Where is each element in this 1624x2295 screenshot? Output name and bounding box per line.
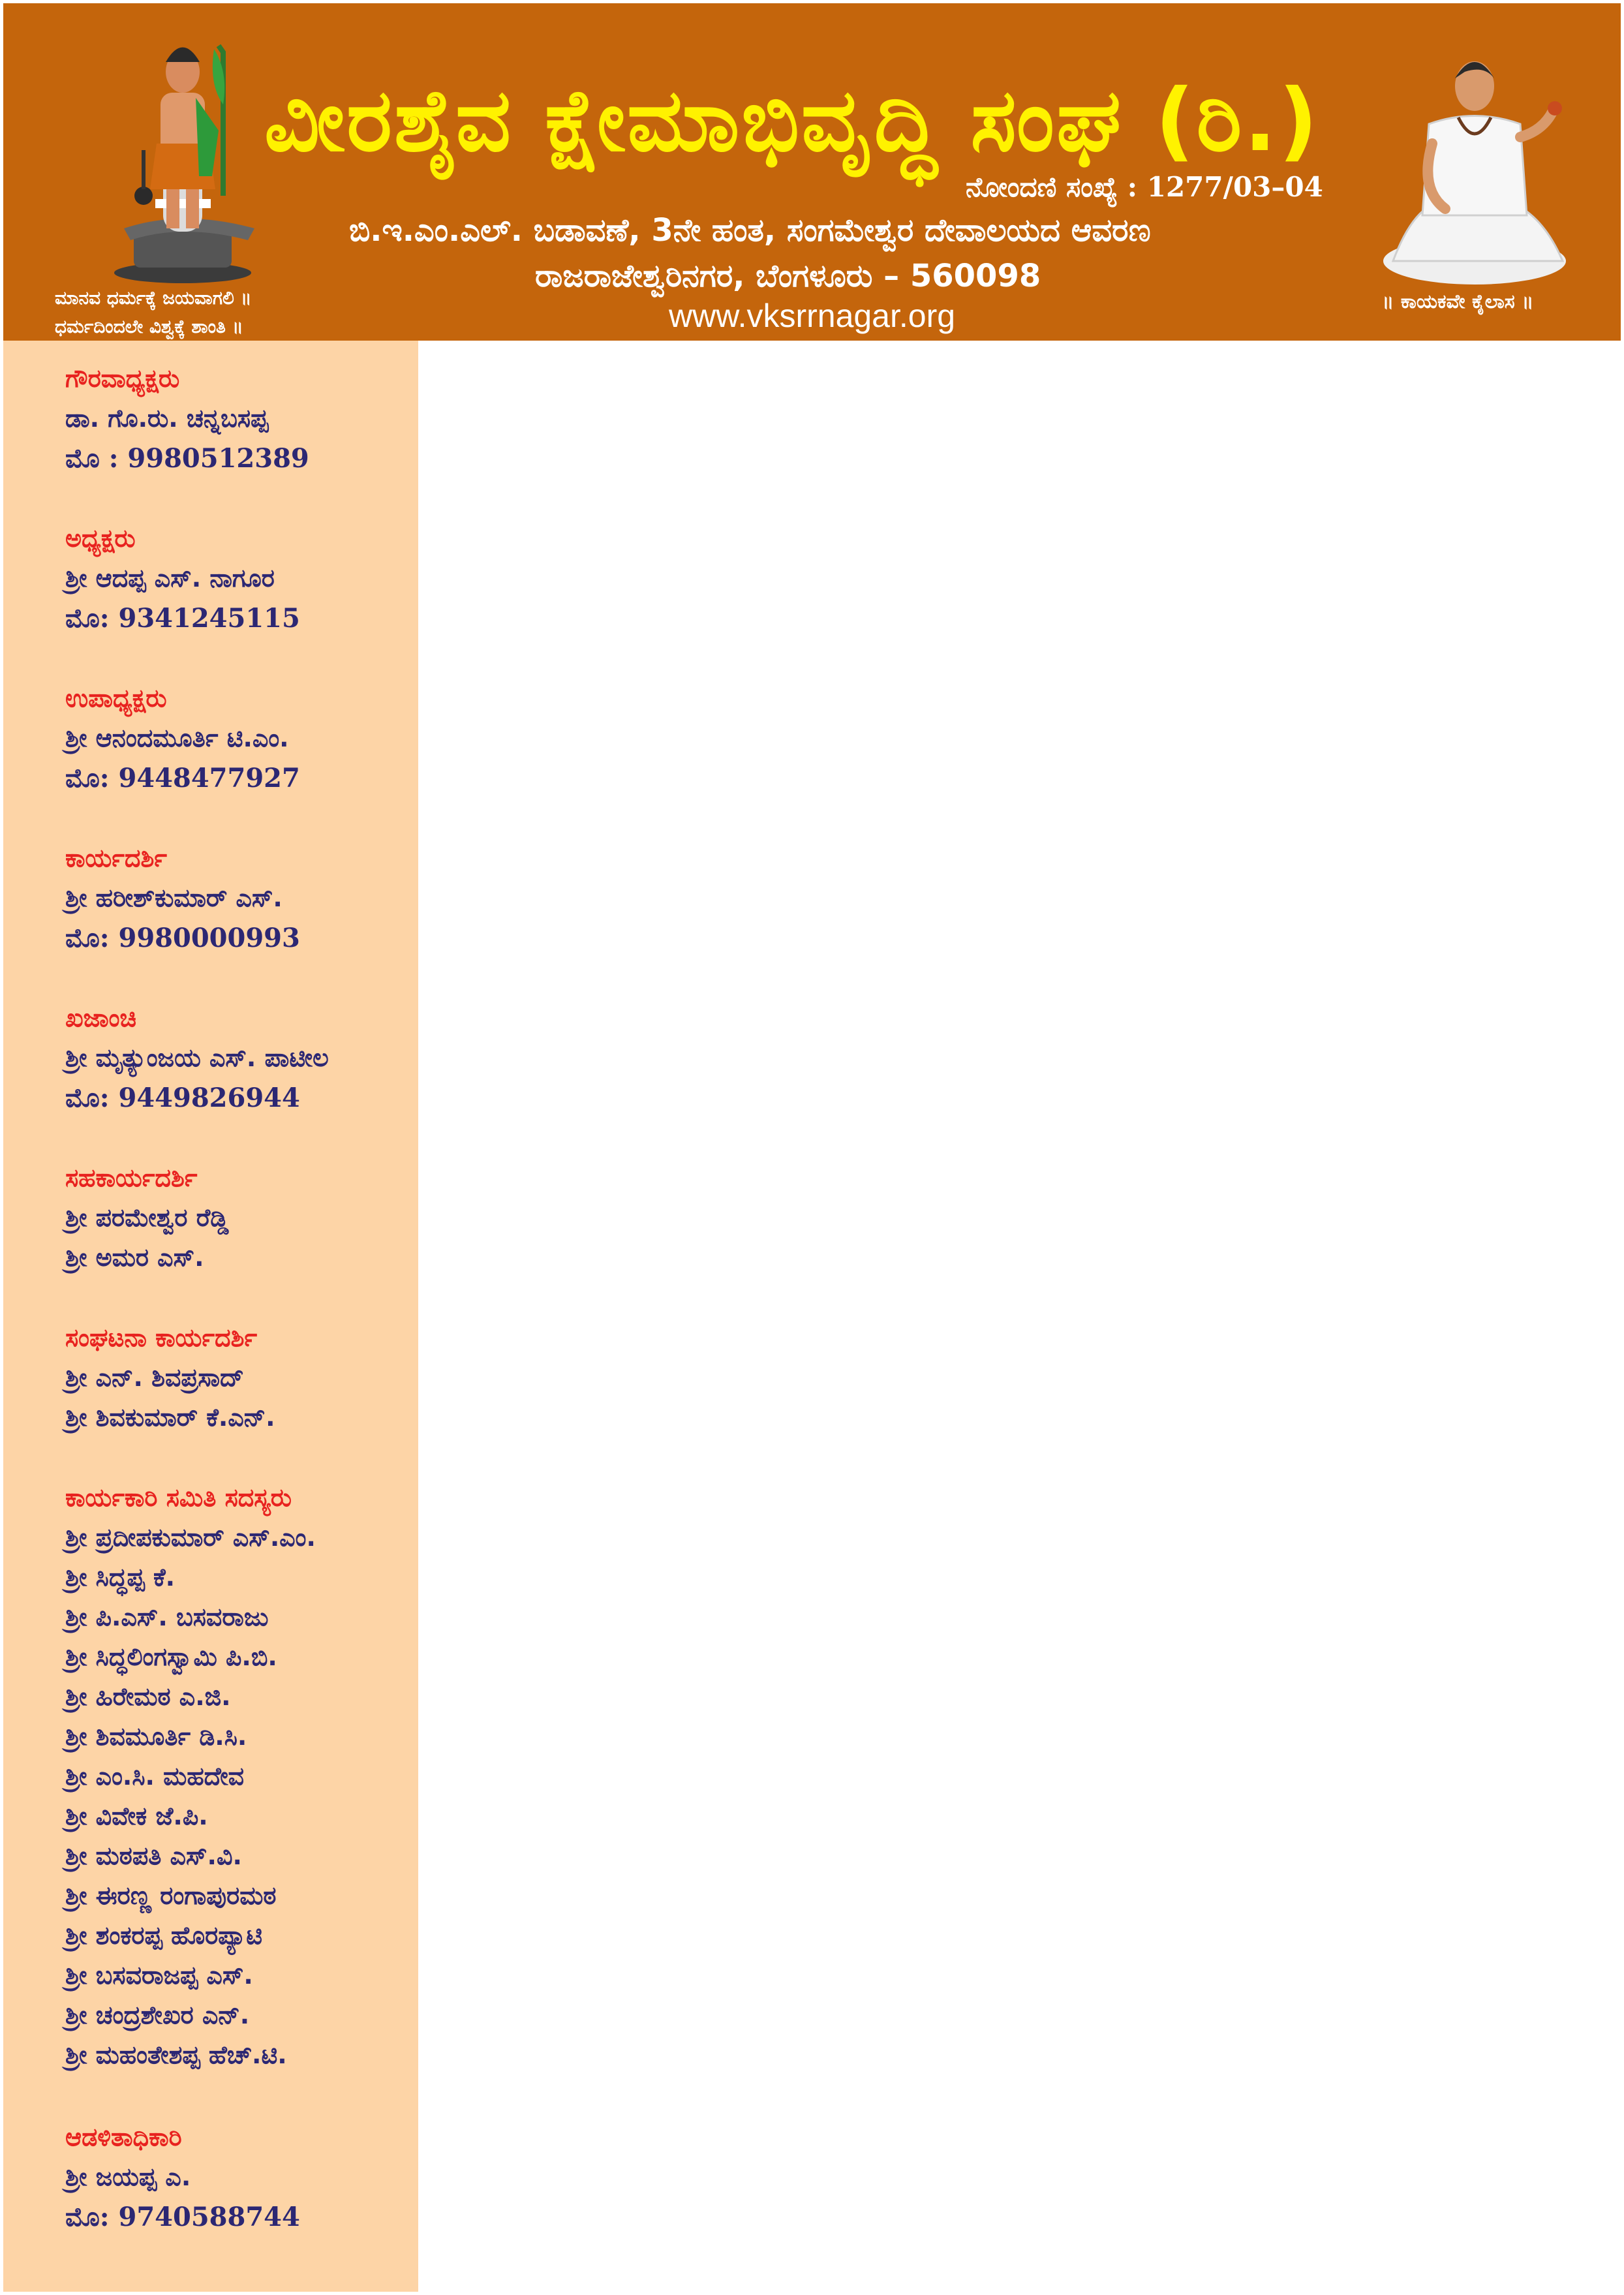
section-title: ಖಜಾಂಚಿ: [65, 1004, 136, 1032]
section-title: ಸಂಘಟನಾ ಕಾರ್ಯದರ್ಶಿ: [65, 1323, 258, 1352]
motto-right: ॥ ಕಾಯಕವೇ ಕೈಲಾಸ ॥: [1382, 290, 1534, 313]
organization-title: ವೀರಶೈವ ಕ್ಷೇಮಾಭಿವೃದ್ಧಿ ಸಂಘ (ರಿ.): [264, 70, 1320, 171]
member-name: ಶ್ರೀ ಸಿದ್ಧಲಿಂಗಸ್ವಾಮಿ ಪಿ.ಬಿ.: [65, 1642, 277, 1671]
member-name: ಶ್ರೀ ಈರಣ್ಣ ರಂಗಾಪುರಮಠ: [65, 1881, 277, 1910]
address-line-2: ರಾಜರಾಜೇಶ್ವರಿನಗರ, ಬೆಂಗಳೂರು – 560098: [535, 258, 1041, 294]
seated-saint-illustration: [1367, 46, 1576, 287]
saint-with-shivalinga-illustration: [98, 33, 268, 287]
member-name: ಶ್ರೀ ಮಠಪತಿ ಎಸ್.ವಿ.: [65, 1841, 242, 1870]
address-line-1: ಬಿ.ಇ.ಎಂ.ಎಲ್. ಬಡಾವಣೆ, 3ನೇ ಹಂತ, ಸಂಗಮೇಶ್ವರ ದೇವಾಲಯದ ಆವರಣ: [349, 212, 1151, 249]
section-title: ಕಾರ್ಯದರ್ಶಿ: [65, 844, 167, 872]
section-executive-committee: [65, 1478, 418, 2075]
section-title: ಕಾರ್ಯಕಾರಿ ಸಮಿತಿ ಸದಸ್ಯರು: [65, 1483, 292, 1512]
member-name: ಶ್ರೀ ಹಿರೇಮಠ ಎ.ಜಿ.: [65, 1682, 231, 1711]
member-name: ಶ್ರೀ ಬಸವರಾಜಪ್ಪ ಎಸ್.: [65, 1961, 253, 1990]
member-phone: ಮೊ: 9449826944: [65, 1083, 300, 1113]
member-phone: ಮೊ: 9740588744: [65, 2202, 300, 2232]
member-name: ಶ್ರೀ ಎಂ.ಸಿ. ಮಹದೇವ: [65, 1762, 245, 1791]
member-name: ಶ್ರೀ ಪಿ.ಎಸ್. ಬಸವರಾಜು: [65, 1603, 269, 1631]
motto-left-line-1: ಮಾನವ ಧರ್ಮಕ್ಕೆ ಜಯವಾಗಲಿ ॥: [55, 287, 252, 309]
member-name: ಶ್ರೀ ಆನಂದಮೂರ್ತಿ ಟಿ.ಎಂ.: [65, 724, 289, 752]
member-phone: ಮೊ: 9448477927: [65, 763, 300, 793]
section-title: ಉಪಾಧ್ಯಕ್ಷರು: [65, 684, 167, 713]
section-organizing-secretary: [65, 1318, 418, 1438]
member-name: ಶ್ರೀ ಚಂದ್ರಶೇಖರ ಎನ್.: [65, 2001, 250, 2029]
section-honorary-president: [65, 359, 418, 478]
member-name: ಶ್ರೀ ಜಯಪ್ಪ ಎ.: [65, 2163, 191, 2191]
member-name: ಶ್ರೀ ಮಹಂತೇಶಪ್ಪ ಹೆಚ್.ಟಿ.: [65, 2041, 287, 2069]
member-name: ಶ್ರೀ ಶಿವಕುಮಾರ್ ಕೆ.ಎನ್.: [65, 1403, 275, 1432]
member-name: ಶ್ರೀ ವಿವೇಕ ಜೆ.ಪಿ.: [65, 1802, 208, 1830]
member-name: ಡಾ. ಗೊ.ರು. ಚನ್ನಬಸಪ್ಪ: [65, 404, 269, 433]
member-name: ಶ್ರೀ ಎನ್. ಶಿವಪ್ರಸಾದ್: [65, 1363, 244, 1392]
section-title: ಗೌರವಾಧ್ಯಕ್ಷರು: [65, 364, 180, 393]
section-president: [65, 519, 418, 638]
section-title: ಆಡಳಿತಾಧಿಕಾರಿ: [65, 2123, 182, 2151]
section-title: ಸಹಕಾರ್ಯದರ್ಶಿ: [65, 1163, 198, 1192]
member-name: ಶ್ರೀ ಮೃತ್ಯುಂಜಯ ಎಸ್. ಪಾಟೀಲ: [65, 1043, 329, 1072]
member-name: ಶ್ರೀ ಪರಮೇಶ್ವರ ರೆಡ್ಡಿ: [65, 1203, 229, 1232]
section-administrator: [65, 2118, 418, 2237]
motto-left-line-2: ಧರ್ಮದಿಂದಲೇ ವಿಶ್ವಕ್ಕೆ ಶಾಂತಿ ॥: [55, 316, 243, 337]
member-name: ಶ್ರೀ ಪ್ರದೀಪಕುಮಾರ್ ಎಸ್.ಎಂ.: [65, 1523, 316, 1552]
member-name: ಶ್ರೀ ಸಿದ್ಧಪ್ಪ ಕೆ.: [65, 1563, 176, 1592]
member-phone: ಮೊ: 9980000993: [65, 923, 300, 953]
member-phone: ಮೊ: 9341245115: [65, 603, 300, 634]
section-vice-president: [65, 679, 418, 798]
member-name: ಶ್ರೀ ಶಿವಮೂರ್ತಿ ಡಿ.ಸಿ.: [65, 1722, 247, 1751]
motto-left: [55, 284, 303, 341]
registration-number: ನೋಂದಣಿ ಸಂಖ್ಯೆ : 1277/03–04: [966, 171, 1323, 203]
member-name: ಶ್ರೀ ಶಂಕರಪ್ಪ ಹೊರಪ್ಯಾಟಿ: [65, 1921, 263, 1950]
member-name: ಶ್ರೀ ಆದಪ್ಪ ಎಸ್. ನಾಗೂರ: [65, 564, 275, 593]
section-treasurer: [65, 998, 418, 1118]
member-name: ಶ್ರೀ ಹರೀಶ್‌ಕುಮಾರ್ ಎಸ್.: [65, 884, 283, 912]
member-phone: ಮೊ : 9980512389: [65, 443, 309, 474]
section-title: ಅಧ್ಯಕ್ಷರು: [65, 524, 136, 553]
member-name: ಶ್ರೀ ಅಮರ ಎಸ್.: [65, 1243, 204, 1272]
section-joint-secretary: [65, 1158, 418, 1278]
section-secretary: [65, 839, 418, 958]
website-link[interactable]: www.vksrrnagar.org: [669, 298, 956, 334]
